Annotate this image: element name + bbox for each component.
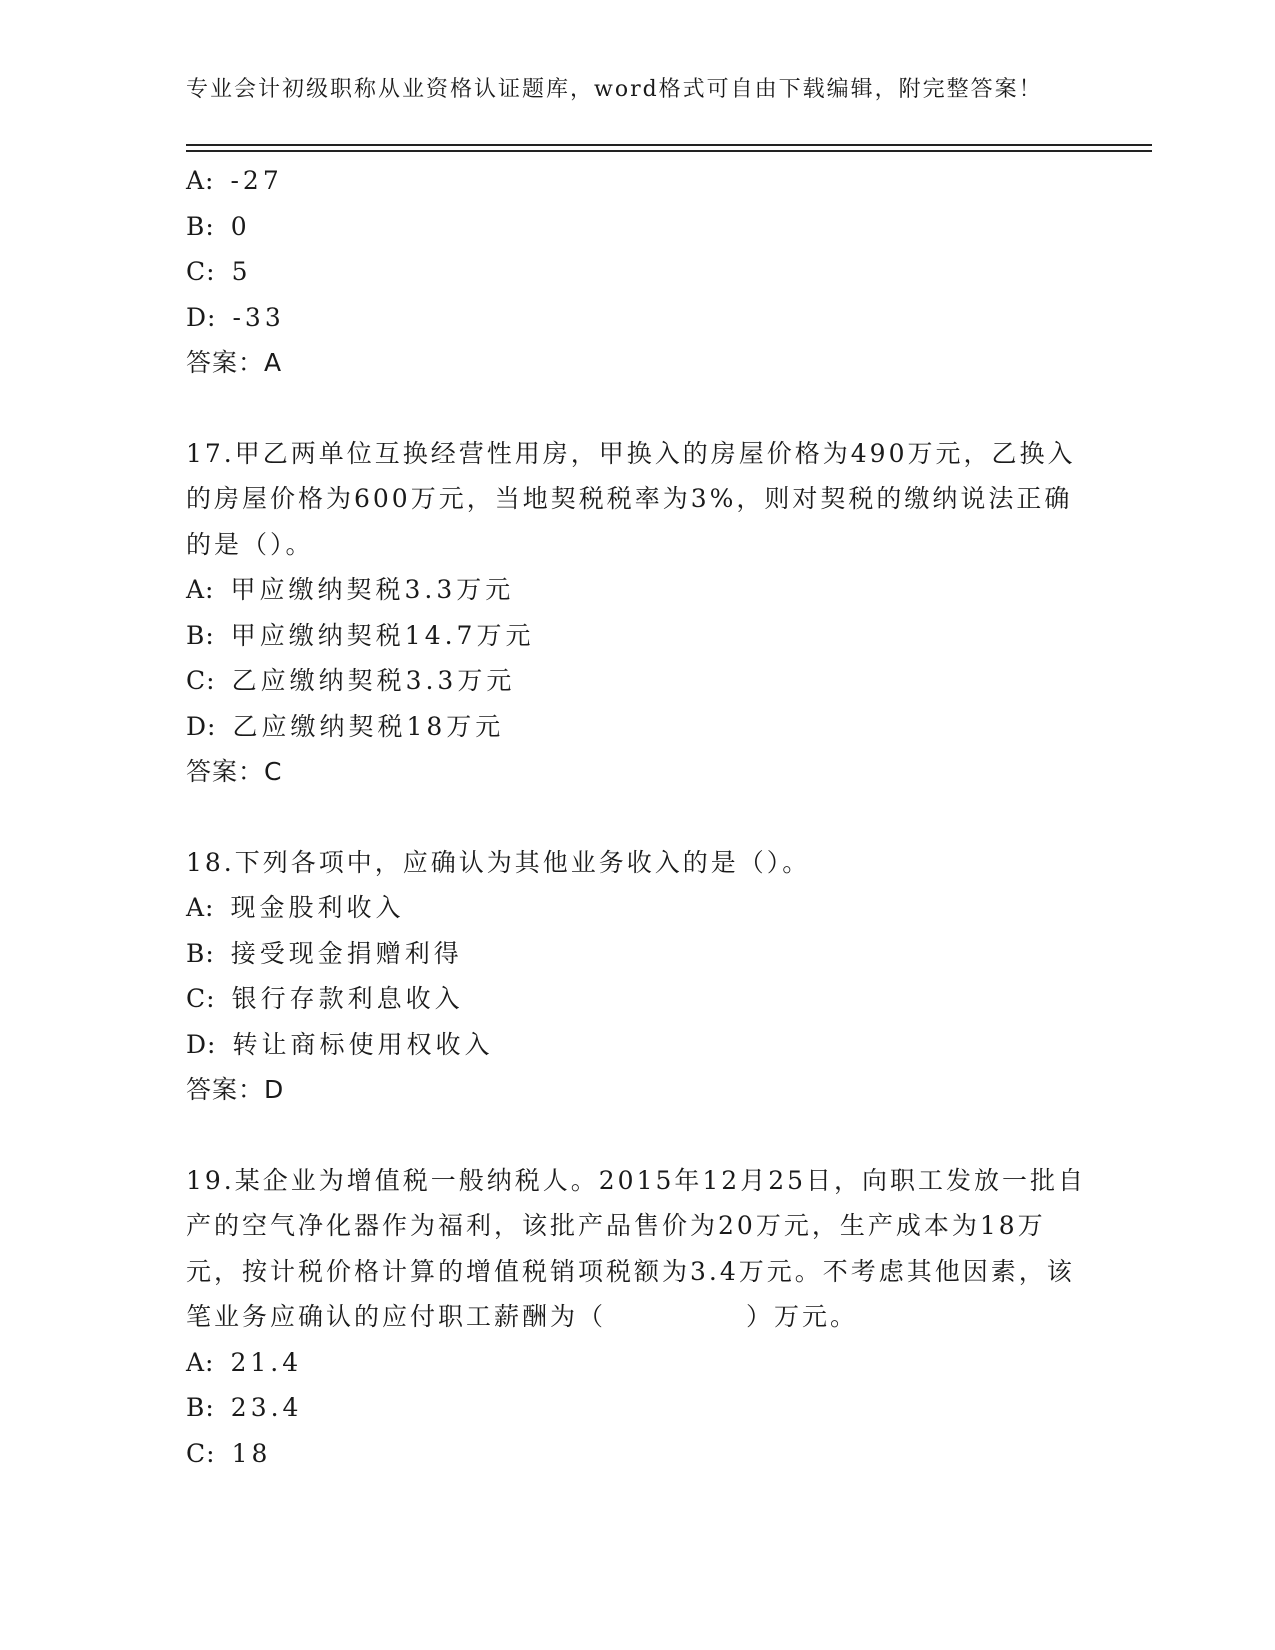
- option-a: A: 甲应缴纳契税3.3万元: [186, 575, 515, 604]
- option-b: B: 甲应缴纳契税14.7万元: [186, 620, 535, 650]
- question-16: [186, 158, 1086, 386]
- option-a: A: 21.4: [186, 1347, 303, 1377]
- option-c: C: 5: [186, 257, 252, 286]
- question-17: [186, 431, 1086, 795]
- question-content: [186, 158, 1086, 1476]
- answer: 答案：C: [186, 757, 283, 786]
- question-stem: 18.下列各项中，应确认为其他业务收入的是（）。: [186, 847, 811, 877]
- page-header: 专业会计初级职称从业资格认证题库，word格式可自由下载编辑，附完整答案！: [186, 77, 1043, 102]
- option-d: D: 转让商标使用权收入: [186, 1029, 494, 1059]
- option-b: B: 接受现金捐赠利得: [186, 938, 463, 968]
- option-d: D: -33: [186, 302, 285, 332]
- option-c: C: 18: [186, 1438, 272, 1468]
- question-19: [186, 1158, 1086, 1477]
- option-c: C: 乙应缴纳契税3.3万元: [186, 666, 516, 695]
- option-b: B: 0: [186, 211, 251, 241]
- option-a: A: -27: [186, 166, 283, 195]
- option-d: D: 乙应缴纳契税18万元: [186, 711, 505, 741]
- answer: 答案：A: [186, 348, 283, 377]
- header-rule-thin: [186, 150, 1152, 152]
- header-rule: [186, 144, 1152, 146]
- option-c: C: 银行存款利息收入: [186, 984, 464, 1013]
- question-stem: 17.甲乙两单位互换经营性用房，甲换入的房屋价格为490万元，乙换入的房屋价格为600万元，当地契税税率为3%，则对契税的缴纳说法正确的是（）。: [186, 438, 1076, 559]
- option-a: A: 现金股利收入: [186, 893, 405, 922]
- option-b: B: 23.4: [186, 1393, 303, 1422]
- answer: 答案：D: [186, 1075, 285, 1104]
- question-stem: 19.某企业为增值税一般纳税人。2015年12月25日，向职工发放一批自产的空气净化器作为福利，该批产品售价为20万元，生产成本为18万元，按计税价格计算的增值税销项税额为3.4万元。不考虑其他因素，该笔业务应确认的应付职工薪酬为（ ）万元。: [186, 1165, 1087, 1331]
- question-18: [186, 840, 1086, 1113]
